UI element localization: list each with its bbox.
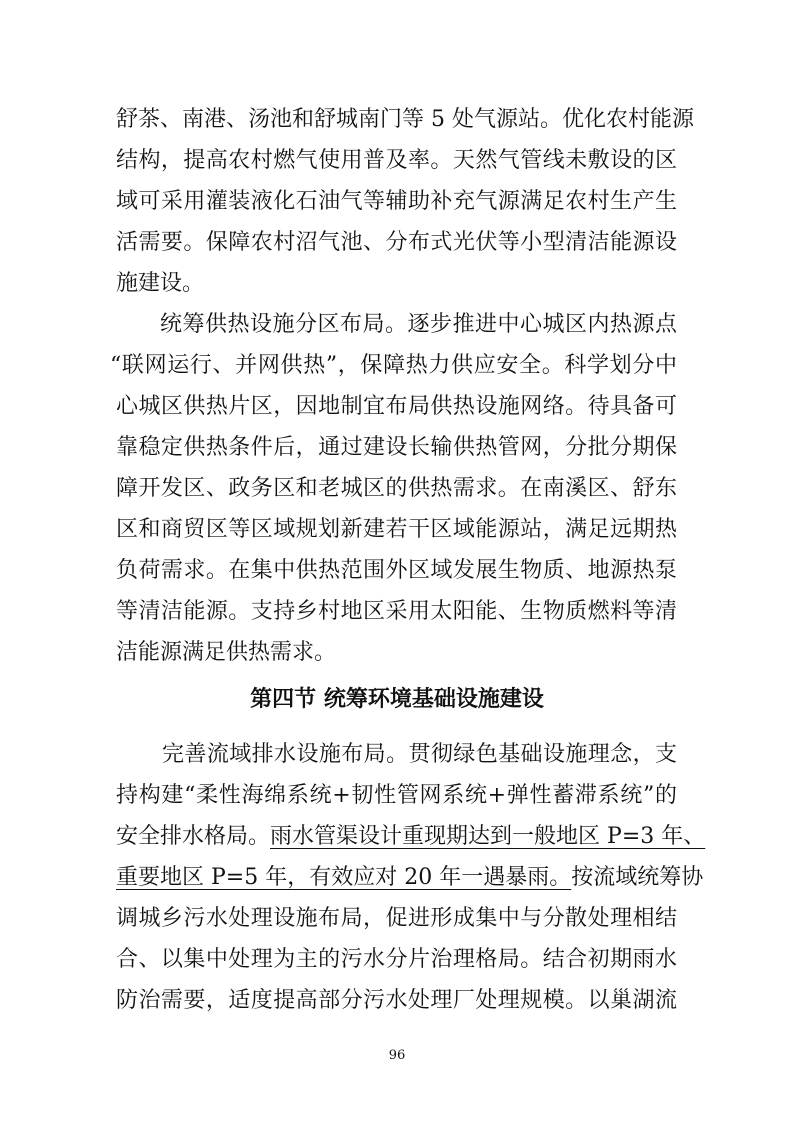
text-line: 防治需要，适度提高部分污水处理厂处理规模。以巢湖流 [116, 988, 677, 1013]
text-line: 完善流域排水设施布局。贯彻绿色基础设施理念，支 [162, 742, 677, 767]
text-line: 域可采用灌装液化石油气等辅助补充气源满足农村生产生 [116, 189, 677, 214]
text-line: 区和商贸区等区域规划新建若干区域能源站，满足远期热 [116, 517, 677, 542]
text-line: 负荷需求。在集中供热范围外区域发展生物质、地源热泵 [116, 558, 677, 583]
text-line: 舒茶、南港、汤池和舒城南门等 5 处气源站。优化农村能源 [116, 107, 694, 132]
text-segment: 按流域统筹协 [571, 865, 704, 890]
text-line: 调城乡污水处理设施布局，促进形成集中与分散处理相结 [116, 906, 677, 931]
text-line: 合、以集中处理为主的污水分片治理格局。结合初期雨水 [116, 947, 677, 972]
text-line: 统筹供热设施分区布局。逐步推进中心城区内热源点 [160, 312, 677, 337]
text-line: 持构建“柔性海绵系统+韧性管网系统+弹性蓄滞系统”的 [116, 783, 677, 808]
text-segment: 安全排水格局。 [116, 824, 271, 849]
page-number: 96 [388, 1048, 406, 1063]
text-line: “联网运行、并网供热”，保障热力供应安全。科学划分中 [110, 353, 677, 378]
text-line: 活需要。保障农村沼气池、分布式光伏等小型清洁能源设 [116, 230, 677, 255]
text-line [116, 856, 704, 900]
underlined-text: 重要地区 P=5 年，有效应对 20 年一遇暴雨。 [116, 865, 572, 890]
text-line [116, 815, 706, 859]
section-heading: 第四节 统筹环境基础设施建设 [250, 687, 544, 712]
text-line: 障开发区、政务区和老城区的供热需求。在南溪区、舒东 [116, 476, 677, 501]
text-line: 施建设。 [116, 271, 205, 296]
text-line: 等清洁能源。支持乡村地区采用太阳能、生物质燃料等清 [116, 599, 677, 624]
text-line: 靠稳定供热条件后，通过建设长输供热管网，分批分期保 [116, 435, 677, 460]
text-line: 洁能源满足供热需求。 [116, 640, 337, 665]
underlined-text: 雨水管渠设计重现期达到一般地区 P=3 年、 [270, 824, 706, 849]
text-line: 结构，提高农村燃气使用普及率。天然气管线未敷设的区 [116, 148, 677, 173]
text-line: 心城区供热片区，因地制宜布局供热设施网络。待具备可 [116, 394, 677, 419]
